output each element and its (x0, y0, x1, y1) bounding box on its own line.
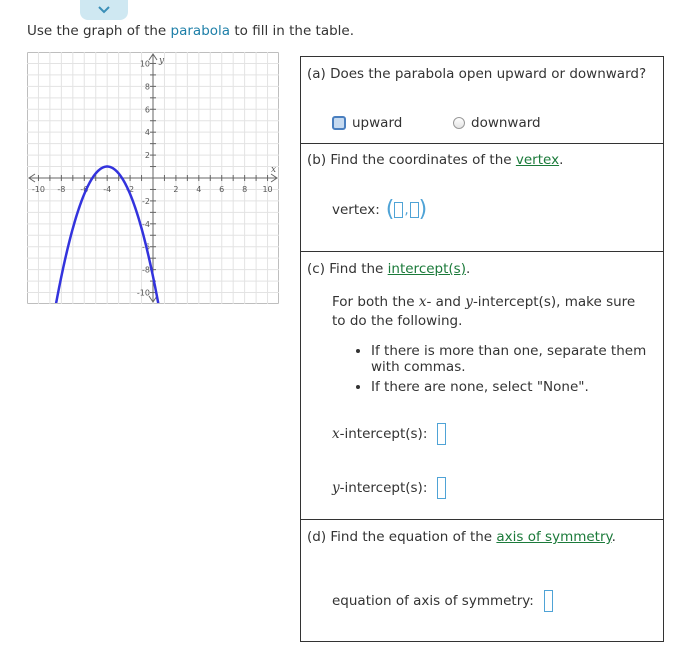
instr-part-a: For both the (332, 294, 415, 310)
instructions (27, 23, 354, 39)
y-tick-label: 2 (144, 151, 150, 161)
vertex-label: vertex: (332, 202, 380, 218)
x-tick-label: -2 (126, 185, 135, 194)
question-d-prefix: (d) Find the equation of the (307, 529, 493, 545)
y-tick-label: 8 (144, 82, 150, 92)
vertex-link[interactable]: vertex (515, 152, 560, 168)
section-c (301, 252, 663, 520)
vertex-y-input[interactable] (410, 202, 419, 218)
y-intercept-label: -intercept(s): (339, 480, 428, 496)
question-b-prefix: (b) Find the coordinates of the (307, 152, 512, 168)
axis-row (332, 590, 553, 612)
x-tick-label: 8 (242, 185, 248, 194)
instructions-suffix: to fill in the table. (234, 23, 355, 39)
answer-table (300, 56, 664, 642)
x-tick-label: 2 (173, 185, 179, 194)
collapse-tab[interactable] (80, 0, 128, 20)
section-b (301, 144, 663, 252)
vertex-close-paren: ) (418, 197, 428, 222)
instr-part-b: - and (426, 294, 461, 310)
intercept-bullets (351, 343, 661, 399)
axis-input[interactable] (544, 590, 553, 612)
radio-upward-indicator[interactable] (332, 116, 346, 130)
question-b (307, 152, 563, 168)
section-d (301, 520, 663, 642)
instr-line2: to do the following. (332, 313, 463, 329)
x-axis-label: x (271, 165, 277, 175)
x-intercept-input[interactable] (437, 423, 446, 445)
vertex-x-input[interactable] (394, 202, 403, 218)
section-a (301, 57, 663, 144)
y-tick-label: -8 (142, 265, 150, 275)
y-tick-label: 6 (144, 105, 150, 115)
y-tick-label: -6 (142, 242, 150, 252)
y-intercept-row (332, 477, 446, 499)
instr-part-c: -intercept(s), make sure (472, 294, 636, 310)
x-tick-label: -10 (31, 185, 45, 194)
x-tick-label: -4 (103, 185, 112, 194)
x-intercept-var: x (332, 426, 340, 442)
question-a: (a) Does the parabola open upward or downward? (307, 66, 647, 82)
axis-label: equation of axis of symmetry: (332, 593, 534, 609)
intercepts-link[interactable]: intercept(s) (387, 261, 466, 277)
y-axis-label: y (159, 56, 165, 66)
radio-downward-indicator[interactable] (453, 117, 465, 129)
y-tick-label: 10 (139, 59, 150, 69)
x-tick-label: -8 (57, 185, 66, 194)
chevron-down-icon (97, 5, 111, 15)
parabola-graph (27, 52, 279, 304)
axis-of-symmetry-link[interactable]: axis of symmetry (496, 529, 612, 545)
radio-downward-label: downward (471, 115, 541, 131)
vertex-comma: , (404, 202, 409, 218)
question-d-suffix: . (611, 529, 616, 545)
radio-upward[interactable] (332, 115, 402, 131)
question-b-suffix: . (559, 152, 564, 168)
radio-upward-label: upward (352, 115, 403, 131)
question-c-suffix: . (465, 261, 471, 277)
y-tick-label: 4 (144, 128, 150, 138)
instructions-prefix: Use the graph of the (27, 23, 167, 39)
intercept-instructions (332, 293, 662, 331)
x-tick-label: 6 (219, 185, 225, 194)
bullet-none: • If there are none, select "None". (371, 379, 661, 395)
instr-x-var: x (418, 294, 427, 310)
y-tick-label: -4 (142, 219, 150, 229)
parabola-link[interactable]: parabola (170, 23, 231, 39)
instr-y-var: y (465, 294, 473, 310)
vertex-open-paren: ( (385, 197, 395, 222)
bullet-multiple: • If there is more than one, separate them with commas. (371, 343, 661, 375)
graph-svg (27, 52, 279, 304)
y-intercept-input[interactable] (437, 477, 446, 499)
radio-downward[interactable] (453, 115, 541, 131)
x-tick-label: 10 (262, 185, 273, 194)
x-tick-label: -6 (80, 185, 89, 194)
y-tick-label: -2 (142, 196, 150, 206)
y-tick-label: -10 (136, 288, 150, 298)
x-tick-label: 4 (196, 185, 202, 194)
question-c (307, 261, 470, 277)
question-d (307, 529, 616, 545)
question-c-prefix: (c) Find the (307, 261, 384, 277)
y-intercept-var: y (332, 480, 340, 496)
x-intercept-row (332, 423, 446, 445)
vertex-row (332, 197, 428, 222)
x-intercept-label: -intercept(s): (339, 426, 428, 442)
